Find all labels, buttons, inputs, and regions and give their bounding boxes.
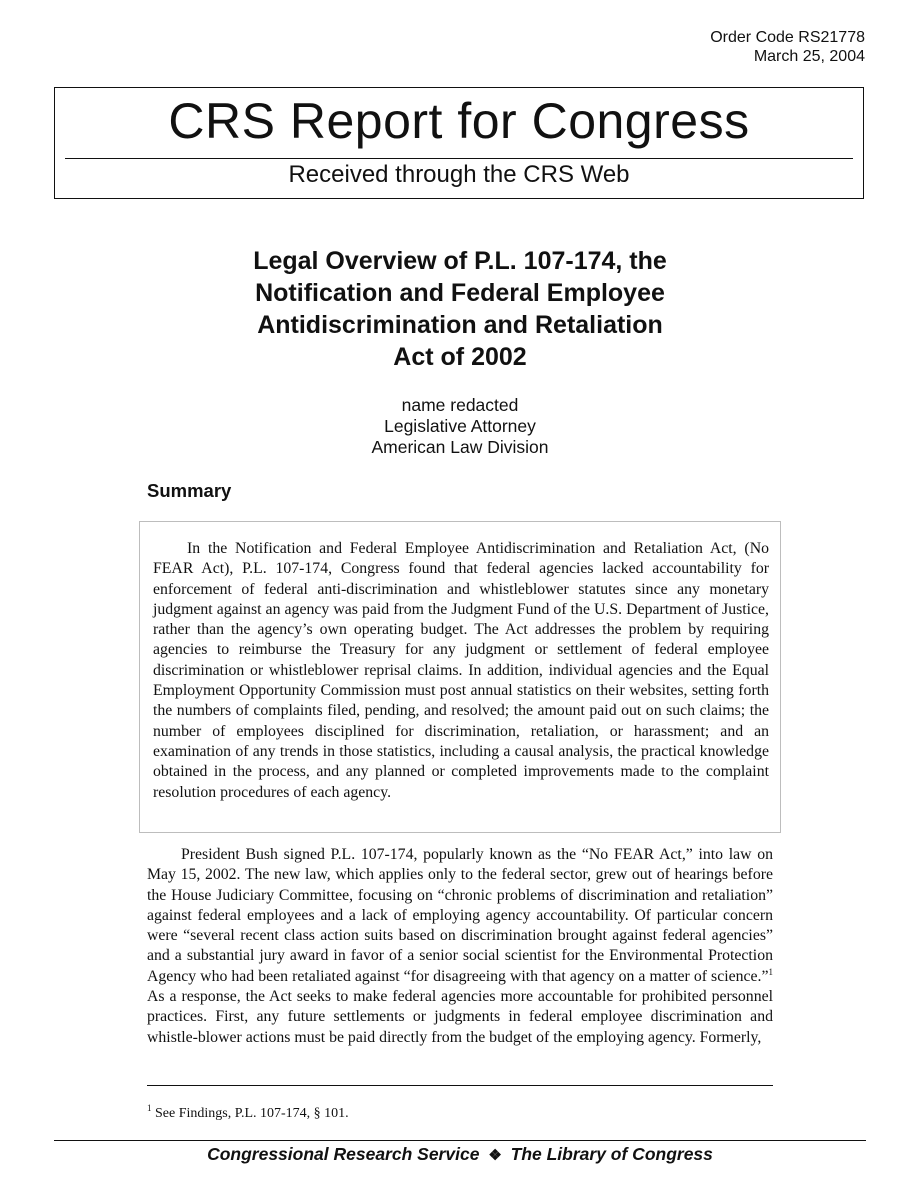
banner-title: CRS Report for Congress [168, 93, 750, 149]
report-title-line: Act of 2002 [393, 343, 527, 371]
fleuron-icon: ❖ [488, 1147, 502, 1164]
page-footer [54, 1143, 866, 1167]
footnote-reference[interactable]: 1 [768, 966, 773, 977]
report-title-line: Antidiscrimination and Retaliation [257, 311, 663, 339]
report-title-line: Legal Overview of P.L. 107-174, the [253, 247, 667, 275]
crs-banner [54, 87, 864, 199]
summary-heading: Summary [147, 480, 232, 501]
body-text-part2: As a response, the Act seeks to make federal agencies more accountable for prohibited personnel practices. First, any future settlements or judgments in federal employee discrimination and whistle-blower actions must be paid directly from the budget of the employing agency. Formerly, [147, 988, 773, 1046]
body-paragraph [147, 845, 773, 1048]
footnote-text: See Findings, P.L. 107-174, § 101. [151, 1106, 349, 1121]
footnote-number: 1 [147, 1103, 152, 1113]
footnote-divider [147, 1085, 773, 1086]
author-division: American Law Division [371, 437, 549, 457]
footer-library: The Library of Congress [510, 1144, 713, 1164]
body-text-part1: President Bush signed P.L. 107-174, popularly known as the “No FEAR Act,” into law on May 15, 2002. The new law, which applies only to the federal sector, grew out of hearings before the House Judiciary Committee, focusing on “chronic problems of discrimination and retaliation” against federal employees and a lack of employing agency accountability. Of particular concern were “several recent class action suits based on discrimination brought against federal agencies” and a substantial jury award in favor of a senior social scientist for the Environmental Protection Agency who had been retaliated against “for disagreeing with that agency on a matter of science.” [147, 846, 773, 985]
order-code-block [710, 28, 865, 66]
report-title [160, 245, 760, 373]
summary-box [139, 521, 781, 833]
banner-subtitle: Received through the CRS Web [288, 161, 630, 188]
author-name: name redacted [401, 395, 519, 415]
report-date: March 25, 2004 [753, 48, 865, 65]
author-position: Legislative Attorney [384, 416, 536, 436]
order-code: Order Code RS21778 [710, 29, 865, 46]
footer-divider [54, 1140, 866, 1141]
footnote [147, 1105, 349, 1123]
banner-divider [65, 158, 853, 159]
footer-publisher: Congressional Research Service [207, 1144, 480, 1164]
report-title-line: Notification and Federal Employee [255, 279, 665, 307]
summary-text: In the Notification and Federal Employee Antidiscrimination and Retaliation Act, (No FEAR Act), P.L. 107-174, Congress found that federal agencies lacked accountability for enforcement of federal anti-discrimination and whistleblower statutes since any monetary judgment against an agency was paid from the Judgment Fund of the U.S. Department of Justice, rather than the agency’s own operating budget. The Act addresses the problem by requiring agencies to reimburse the Treasury for any judgment or settlement of federal employee discrimination or whistleblower reprisal claims. In addition, individual agencies and the Equal Employment Opportunity Commission must post annual statistics on their websites, setting forth the numbers of complaints filed, pending, and resolved; the amount paid out on such claims; the number of employees disciplined for discrimination, retaliation, or harassment; and an examination of any trends in those statistics, including a causal analysis, the practical knowledge obtained in the process, and any planned or completed improvements made to the complaint resolution procedures of each agency. [153, 540, 769, 801]
author-block [160, 395, 760, 458]
